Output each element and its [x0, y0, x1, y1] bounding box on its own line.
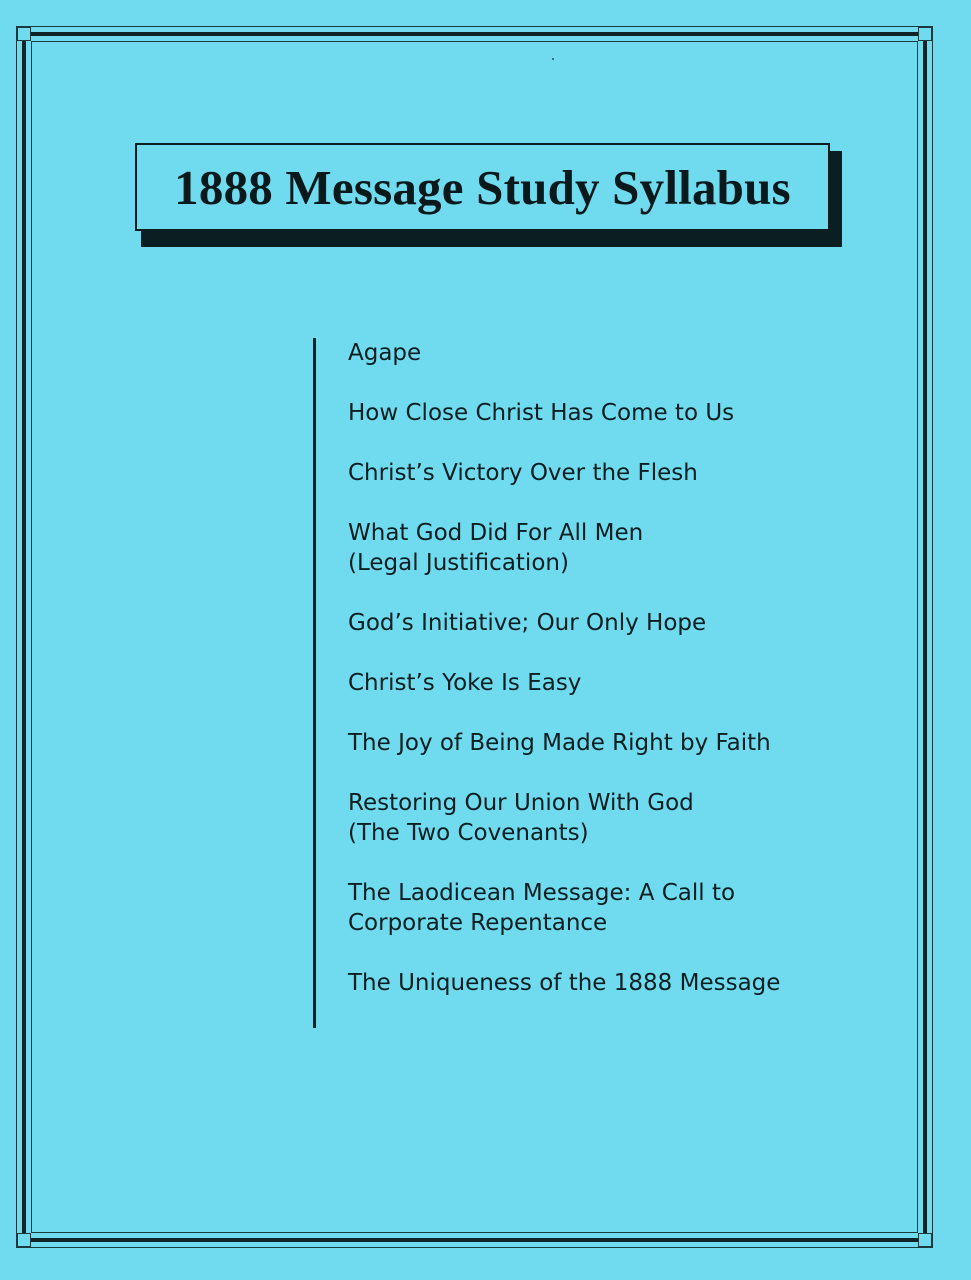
- topic-line: Agape: [348, 340, 422, 366]
- border-corner-bottom-left: [17, 1233, 31, 1247]
- topic-line: What God Did For All Men: [348, 520, 644, 546]
- topic-line: (Legal Justification): [348, 550, 569, 576]
- topic-item: [348, 398, 908, 428]
- page-title: 1888 Message Study Syllabus: [174, 159, 791, 215]
- topic-item: [348, 338, 908, 368]
- topic-line: Christ’s Victory Over the Flesh: [348, 460, 698, 486]
- topic-line: Corporate Repentance: [348, 910, 608, 936]
- topic-item: [348, 878, 908, 938]
- speck: [552, 58, 554, 60]
- border-corner-top-right: [918, 27, 932, 41]
- border-corner-top-left: [17, 27, 31, 41]
- border-corner-bottom-right: [918, 1233, 932, 1247]
- topic-line: Christ’s Yoke Is Easy: [348, 670, 582, 696]
- topic-line: God’s Initiative; Our Only Hope: [348, 610, 707, 636]
- topic-item: [348, 788, 908, 848]
- topic-item: [348, 728, 908, 758]
- topic-item: [348, 518, 908, 578]
- topic-item: [348, 608, 908, 638]
- title-box: [135, 143, 830, 231]
- topic-line: The Joy of Being Made Right by Faith: [348, 730, 771, 756]
- topic-list: [348, 338, 908, 1028]
- topic-line: (The Two Covenants): [348, 820, 589, 846]
- topic-item: [348, 668, 908, 698]
- topic-item: [348, 458, 908, 488]
- topic-line: The Laodicean Message: A Call to: [348, 880, 736, 906]
- topic-item: [348, 968, 908, 998]
- topic-line: How Close Christ Has Come to Us: [348, 400, 735, 426]
- vertical-rule: [313, 338, 316, 1028]
- topic-line: The Uniqueness of the 1888 Message: [348, 970, 781, 996]
- topic-line: Restoring Our Union With God: [348, 790, 694, 816]
